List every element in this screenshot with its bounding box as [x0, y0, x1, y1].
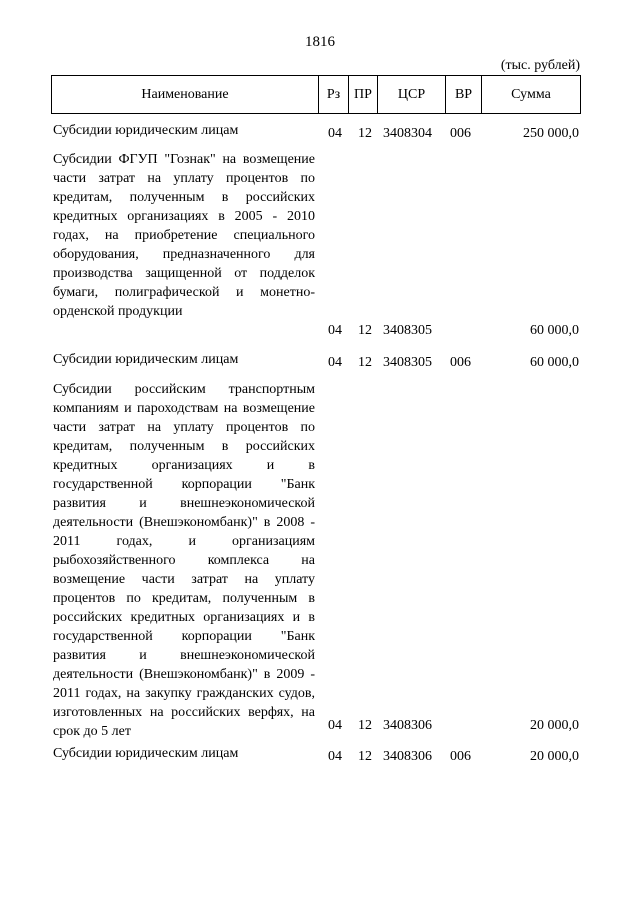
table-row [51, 380, 581, 740]
table-row [51, 744, 581, 766]
row-csr: 3408304 [383, 126, 432, 141]
table-row [51, 350, 581, 370]
row-pr: 12 [358, 749, 372, 764]
header-vr: ВР [446, 76, 482, 114]
row-pr: 12 [358, 355, 372, 370]
row-rz: 04 [328, 749, 342, 764]
row-sum: 60 000,0 [530, 323, 579, 338]
row-csr: 3408306 [383, 749, 432, 764]
row-sum: 60 000,0 [530, 355, 579, 370]
row-vr: 006 [450, 126, 471, 141]
row-vr: 006 [450, 355, 471, 370]
row-rz: 04 [328, 126, 342, 141]
units-label: (тыс. рублей) [500, 58, 580, 73]
row-rz: 04 [328, 355, 342, 370]
row-pr: 12 [358, 323, 372, 338]
row-name: Субсидии российским транспортным компаниям и пароходствам на возмещение части затрат на уплату процентов по кредитам, полученным в российских кредитных организациях и в государственной корпорации "Банк развития и внешнеэкономической деятельности (Внешэкономбанк)" в 2008 - 2011 годах, и организациям рыбохозяйственного комплекса на возмещение части затрат на уплату процентов по кредитам, полученным в российских кредитных организациях и в государственной корпорации "Банк развития и внешнеэкономической деятельности (Внешэкономбанк)" в 2009 - 2011 годах, на закупку гражданских судов, изготовленных на российских верфях, на срок до 5 лет [53, 382, 315, 739]
row-sum: 20 000,0 [530, 718, 579, 733]
header-rz: Рз [319, 76, 349, 114]
row-name: Субсидии ФГУП "Гознак" на возмещение части затрат на уплату процентов по кредитам, полученным в российских кредитных организациях в 2005 - 2010 годах, на приобретение специального оборудования, предназначенного для производства защищенной от подделок бумаги, полиграфической и монетно-орденской продукции [53, 152, 315, 319]
header-sum: Сумма [482, 76, 581, 114]
row-pr: 12 [358, 126, 372, 141]
table-row [51, 121, 581, 141]
row-name: Субсидии юридическим лицам [53, 123, 239, 138]
row-csr: 3408305 [383, 355, 432, 370]
row-sum: 250 000,0 [523, 126, 579, 141]
row-rz: 04 [328, 323, 342, 338]
row-csr: 3408306 [383, 718, 432, 733]
row-pr: 12 [358, 718, 372, 733]
row-sum: 20 000,0 [530, 749, 579, 764]
row-name: Субсидии юридическим лицам [53, 746, 239, 761]
row-name: Субсидии юридическим лицам [53, 352, 239, 367]
page-number: 1816 [305, 34, 335, 50]
row-vr: 006 [450, 749, 471, 764]
header-name: Наименование [52, 76, 319, 114]
row-csr: 3408305 [383, 323, 432, 338]
table-row [51, 150, 581, 340]
table-header [51, 75, 581, 114]
header-csr: ЦСР [378, 76, 446, 114]
row-rz: 04 [328, 718, 342, 733]
header-pr: ПР [349, 76, 378, 114]
